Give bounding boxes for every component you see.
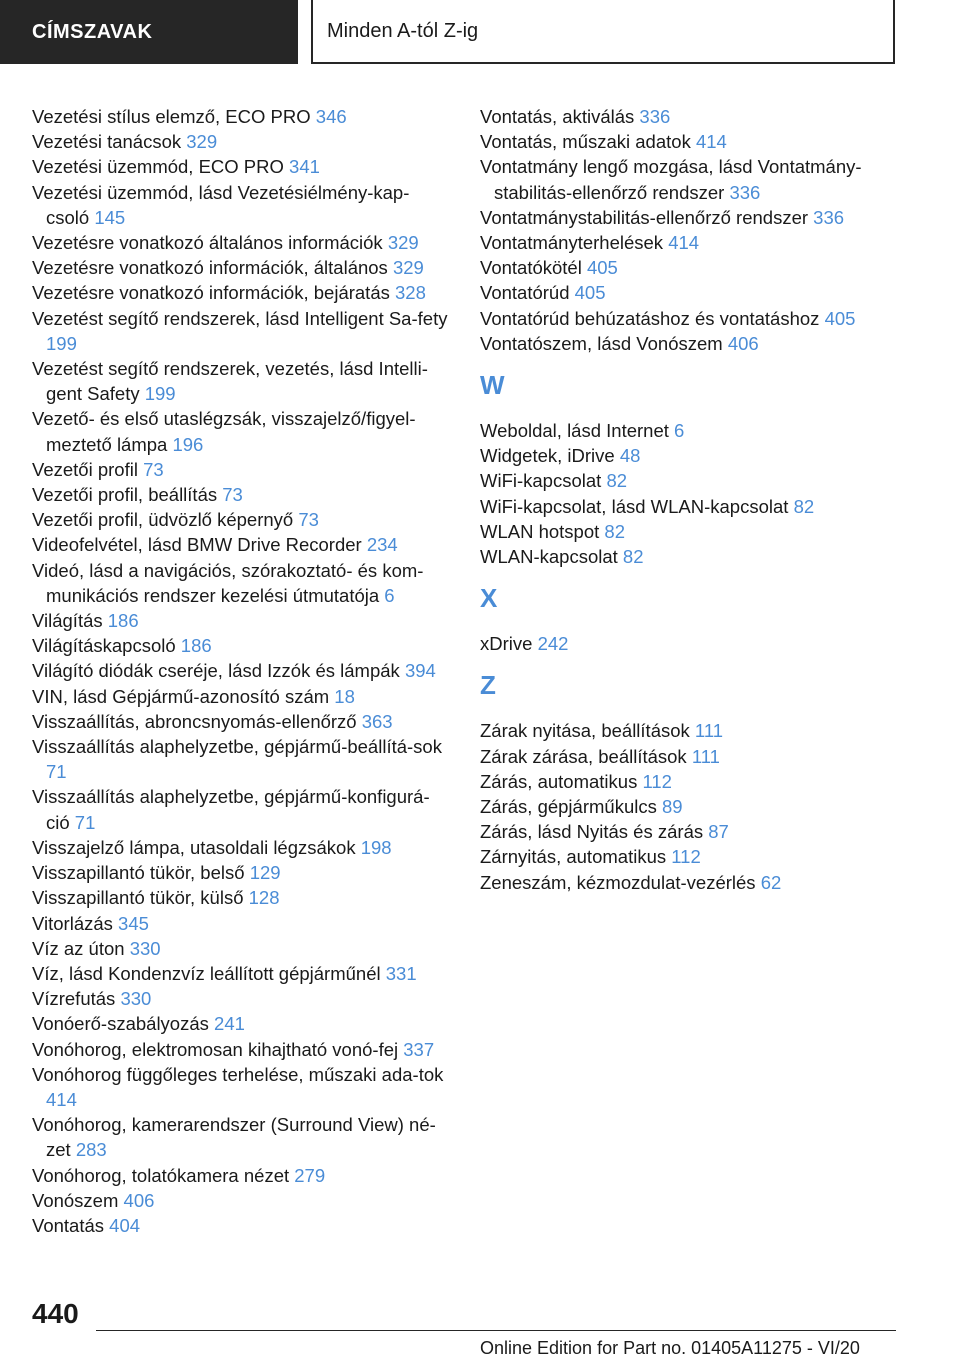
- page-reference-link[interactable]: 414: [695, 131, 727, 153]
- page-reference-link[interactable]: 71: [74, 811, 96, 833]
- page-reference-link[interactable]: 363: [361, 710, 393, 732]
- index-term: Vezetői profil: [32, 458, 144, 480]
- index-term: Visszaállítás alaphelyzetbe, gépjármű-konfigurá-ció: [32, 786, 430, 833]
- index-entry: [480, 769, 910, 794]
- index-entry: [32, 558, 452, 608]
- index-term: Videó, lásd a navigációs, szórakoztató- és kom-munikációs rendszer kezelési útmutatója: [32, 559, 424, 606]
- index-entry: [480, 544, 910, 569]
- index-entry: [32, 532, 452, 557]
- index-term: Víz, lásd Kondenzvíz leállított gépjárműnél: [32, 962, 386, 984]
- index-entry: [480, 280, 910, 305]
- index-entry: [32, 230, 452, 255]
- index-entry: [32, 835, 452, 860]
- page-reference-link[interactable]: 87: [708, 821, 729, 843]
- index-term: WLAN hotspot: [480, 520, 605, 542]
- index-entry: [32, 1011, 452, 1036]
- page-reference-link[interactable]: 414: [46, 1088, 77, 1110]
- page-reference-link[interactable]: 48: [619, 445, 641, 467]
- index-entry: [32, 1062, 452, 1112]
- index-entry: [32, 507, 452, 532]
- index-entry: [480, 819, 910, 844]
- index-entry: [32, 1037, 452, 1062]
- index-entry: [32, 860, 452, 885]
- index-entry: [32, 1163, 452, 1188]
- index-entry: [480, 205, 910, 230]
- page-reference-link[interactable]: 198: [360, 836, 392, 858]
- page-reference-link[interactable]: 394: [404, 660, 436, 682]
- index-group-w: [480, 418, 910, 569]
- index-entry: [32, 406, 452, 456]
- page-reference-link[interactable]: 199: [46, 332, 77, 354]
- page-reference-link[interactable]: 186: [180, 635, 212, 657]
- index-entry: [32, 1188, 452, 1213]
- index-term: Videofelvétel, lásd BMW Drive Recorder: [32, 534, 367, 556]
- index-entry: [32, 306, 452, 356]
- page-reference-link[interactable]: 62: [760, 871, 782, 893]
- page-reference-link[interactable]: 404: [109, 1214, 141, 1236]
- index-term: Vezetésre vonatkozó információk, általános: [32, 257, 393, 279]
- index-entry: [32, 633, 452, 658]
- index-term: xDrive: [480, 633, 538, 655]
- page-reference-link[interactable]: 406: [727, 332, 759, 354]
- index-term: Vontatmánystabilitás-ellenőrző rendszer: [480, 206, 814, 228]
- page-reference-link[interactable]: 73: [143, 458, 164, 480]
- index-entry: [480, 519, 910, 544]
- page-reference-link[interactable]: 241: [214, 1013, 245, 1035]
- page-reference-link[interactable]: 196: [172, 433, 204, 455]
- section-letter-w: W: [480, 370, 505, 401]
- index-term: Vontatás: [32, 1214, 110, 1236]
- index-entry: [480, 494, 910, 519]
- index-entry: [32, 1112, 452, 1162]
- index-entry: [32, 255, 452, 280]
- index-entry: [480, 718, 910, 743]
- page-reference-link[interactable]: 73: [298, 509, 319, 531]
- index-entry: [32, 280, 452, 305]
- index-entry: [480, 468, 910, 493]
- index-entry: [32, 936, 452, 961]
- index-term: Zárak zárása, beállítások: [480, 745, 692, 767]
- page-reference-link[interactable]: 283: [75, 1139, 107, 1161]
- index-term: Zeneszám, kézmozdulat-vezérlés: [480, 871, 761, 893]
- index-term: Vezetésre vonatkozó információk, bejáratás: [32, 282, 395, 304]
- chapter-title: Minden A-tól Z-ig: [327, 19, 479, 42]
- index-entry: [32, 709, 452, 734]
- index-entry: [32, 608, 452, 633]
- index-term: Vonóhorog, tolatókamera nézet: [32, 1164, 295, 1186]
- index-entry: [32, 180, 452, 230]
- index-group-x: [480, 631, 910, 656]
- index-term: Visszapillantó tükör, külső: [32, 887, 249, 909]
- index-entry: [480, 418, 910, 443]
- index-term: Vezetési stílus elemző, ECO PRO: [32, 106, 316, 127]
- page-reference-link[interactable]: 337: [403, 1038, 435, 1060]
- page-reference-link[interactable]: 89: [661, 796, 683, 818]
- index-term: Világítás: [32, 610, 108, 632]
- page-reference-link[interactable]: 328: [395, 282, 426, 304]
- page-reference-link[interactable]: 82: [606, 470, 628, 492]
- index-term: Vontatmányterhelések: [480, 232, 669, 254]
- index-entry: [32, 734, 452, 784]
- index-term: Vitorlázás: [32, 912, 119, 934]
- index-entry: [480, 870, 910, 895]
- index-term: Visszapillantó tükör, belső: [32, 862, 250, 884]
- page-reference-link[interactable]: 329: [186, 131, 218, 153]
- page-reference-link[interactable]: 345: [118, 912, 149, 934]
- index-term: Vontatás, műszaki adatok: [480, 131, 696, 153]
- index-group-v-continued: [480, 104, 910, 356]
- page-reference-link[interactable]: 346: [315, 106, 347, 127]
- index-term: Vontatókötél: [480, 257, 587, 279]
- index-term: WLAN-kapcsolat: [480, 546, 623, 568]
- index-term: Vontatórúd behúzatáshoz és vontatáshoz: [480, 307, 825, 329]
- index-term: Zárás, gépjárműkulcs: [480, 796, 662, 818]
- index-term: WiFi-kapcsolat: [480, 470, 607, 492]
- index-entry: [32, 784, 452, 834]
- page-reference-link[interactable]: 18: [334, 685, 355, 707]
- index-term: Vontatórúd: [480, 282, 575, 304]
- index-entry: [480, 331, 910, 356]
- page-reference-link[interactable]: 71: [46, 761, 67, 783]
- index-entry: [480, 443, 910, 468]
- page-reference-link[interactable]: 199: [144, 383, 176, 405]
- page-reference-link[interactable]: 414: [668, 232, 700, 254]
- index-term: VIN, lásd Gépjármű-azonosító szám: [32, 685, 335, 707]
- index-entry: [32, 684, 452, 709]
- section-tab: [0, 0, 298, 64]
- page-reference-link[interactable]: 242: [537, 633, 569, 655]
- page-reference-link[interactable]: 6: [674, 420, 685, 442]
- page-reference-link[interactable]: 336: [639, 106, 671, 127]
- index-term: Widgetek, iDrive: [480, 445, 620, 467]
- index-entry: [32, 482, 452, 507]
- page-reference-link[interactable]: 234: [366, 534, 398, 556]
- index-entry: [480, 844, 910, 869]
- index-entry: [32, 104, 452, 129]
- page-reference-link[interactable]: 330: [129, 937, 161, 959]
- page-reference-link[interactable]: 82: [604, 520, 625, 542]
- page-reference-link[interactable]: 73: [222, 484, 243, 506]
- index-term: Zárás, automatikus: [480, 770, 643, 792]
- page-reference-link[interactable]: 406: [123, 1189, 155, 1211]
- index-entry: [480, 744, 910, 769]
- chapter-title-tab: [311, 0, 895, 64]
- index-term: Zárak nyitása, beállítások: [480, 720, 695, 742]
- page-reference-link[interactable]: 279: [294, 1164, 326, 1186]
- index-term: Visszaállítás, abroncsnyomás-ellenőrző: [32, 710, 362, 732]
- page-reference-link[interactable]: 186: [107, 610, 139, 632]
- index-term: Vezető- és első utaslégzsák, visszajelző/figyel-meztető lámpa: [32, 408, 416, 455]
- page-reference-link[interactable]: 129: [249, 862, 281, 884]
- page-reference-link[interactable]: 336: [813, 206, 845, 228]
- index-entry: [480, 255, 910, 280]
- page-reference-link[interactable]: 111: [694, 720, 724, 742]
- page-reference-link[interactable]: 405: [574, 282, 606, 304]
- index-entry: [480, 306, 910, 331]
- page-reference-link[interactable]: 405: [824, 307, 856, 329]
- index-term: Weboldal, lásd Internet: [480, 420, 675, 442]
- page-reference-link[interactable]: 6: [384, 584, 395, 606]
- page-reference-link[interactable]: 329: [392, 257, 424, 279]
- page-reference-link[interactable]: 329: [387, 232, 419, 254]
- index-term: Vonóhorog, elektromosan kihajtható vonó-fej: [32, 1038, 404, 1060]
- page-reference-link[interactable]: 112: [671, 846, 701, 868]
- section-letter-x: X: [480, 583, 498, 614]
- page-reference-link[interactable]: 82: [793, 495, 815, 517]
- index-term: Vontatmány lengő mozgása, lásd Vontatmány-stabilitás-ellenőrző rendszer: [480, 156, 862, 203]
- page-reference-link[interactable]: 330: [120, 988, 152, 1010]
- index-term: Vezetési tanácsok: [32, 131, 187, 153]
- section-label: CÍMSZAVAK: [32, 20, 153, 43]
- index-term: Vonóhorog függőleges terhelése, műszaki ada-tok: [32, 1063, 444, 1085]
- index-entry: [32, 911, 452, 936]
- page-reference-link[interactable]: 405: [586, 257, 618, 279]
- page-reference-link[interactable]: 128: [248, 887, 280, 909]
- index-term: Vezetői profil, beállítás: [32, 484, 223, 506]
- index-entry: [32, 129, 452, 154]
- index-entry: [32, 658, 452, 683]
- index-entry: [32, 986, 452, 1011]
- index-term: WiFi-kapcsolat, lásd WLAN-kapcsolat: [480, 495, 794, 517]
- index-term: Vontatószem, lásd Vonószem: [480, 332, 728, 354]
- index-term: Vonóhorog, kamerarendszer (Surround View) né-zet: [32, 1114, 436, 1161]
- index-term: Visszajelző lámpa, utasoldali légzsákok: [32, 836, 361, 858]
- index-entry: [32, 885, 452, 910]
- page-reference-link[interactable]: 336: [729, 181, 761, 203]
- page-reference-link[interactable]: 111: [691, 745, 720, 767]
- index-entry: [480, 154, 910, 204]
- index-column-left: [32, 104, 452, 1238]
- index-term: Vezetési üzemmód, ECO PRO: [32, 156, 290, 178]
- index-term: Világításkapcsoló: [32, 635, 181, 657]
- section-letter-z: Z: [480, 670, 496, 701]
- index-entry: [32, 154, 452, 179]
- page-reference-link[interactable]: 112: [642, 770, 672, 792]
- index-entry: [480, 794, 910, 819]
- index-term: Vonószem: [32, 1189, 124, 1211]
- page-reference-link[interactable]: 145: [94, 206, 126, 228]
- index-entry: [480, 230, 910, 255]
- index-term: Vezetést segítő rendszerek, vezetés, lásd Intelli-gent Safety: [32, 358, 428, 405]
- index-term: Vezetésre vonatkozó általános információk: [32, 232, 388, 254]
- index-entry: [480, 631, 910, 656]
- index-group-z: [480, 718, 910, 894]
- index-entry: [32, 1213, 452, 1238]
- index-entry: [480, 104, 910, 129]
- index-term: Vezetési üzemmód, lásd Vezetésiélmény-kap-csoló: [32, 181, 410, 228]
- index-column-right: [480, 104, 910, 895]
- edition-footer: Online Edition for Part no. 01405A11275 - VI/20: [480, 1338, 860, 1358]
- index-term: Zárás, lásd Nyitás és zárás: [480, 821, 709, 843]
- index-term: Vezetői profil, üdvözlő képernyő: [32, 509, 299, 531]
- index-entry: [32, 356, 452, 406]
- page-reference-link[interactable]: 331: [385, 962, 417, 984]
- index-term: Vezetést segítő rendszerek, lásd Intelligent Sa-fety: [32, 307, 448, 329]
- index-term: Világító diódák cseréje, lásd Izzók és lámpák: [32, 660, 405, 682]
- page-reference-link[interactable]: 82: [622, 546, 644, 568]
- index-entry: [32, 457, 452, 482]
- index-term: Vontatás, aktiválás: [480, 106, 640, 127]
- index-term: Vonóerő-szabályozás: [32, 1013, 215, 1035]
- index-term: Víz az úton: [32, 937, 130, 959]
- page-reference-link[interactable]: 341: [289, 156, 320, 178]
- index-term: Visszaállítás alaphelyzetbe, gépjármű-beállítá-sok: [32, 736, 442, 758]
- index-term: Vízrefutás: [32, 988, 121, 1010]
- index-term: Zárnyitás, automatikus: [480, 846, 672, 868]
- page-number: 440: [32, 1298, 79, 1329]
- index-entry: [480, 129, 910, 154]
- footer-divider: [96, 1330, 896, 1331]
- index-entry: [32, 961, 452, 986]
